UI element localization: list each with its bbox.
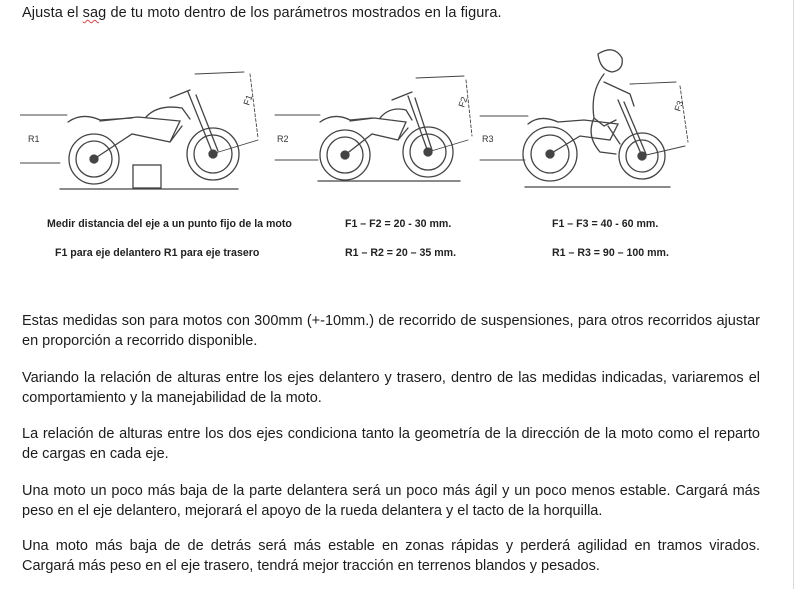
caption-r1-r3: R1 – R3 = 90 – 100 mm. <box>552 247 669 259</box>
caption-f1-f2: F1 – F2 = 20 - 30 mm. <box>345 218 452 230</box>
caption-axes: F1 para eje delantero R1 para eje trasero <box>55 247 260 259</box>
r2-label: R2 <box>277 134 289 144</box>
paragraph-suspension-travel: Estas medidas son para motos con 300mm (+-10mm.) de recorrido de suspensiones, para otros recorridos ajustar en proporción a recorrido disponible. <box>22 313 760 349</box>
r3-label: R3 <box>482 134 494 144</box>
sag-word: sag <box>82 5 107 21</box>
bike-static-sag-illustration <box>275 76 472 181</box>
paragraph-lower-rear: Una moto más baja de de detrás será más estable en zonas rápidas y perderá agilidad en tramos virados. Cargará más peso en el eje trasero, tendrá mejor tracción en terrenos blandos y pesados. <box>22 538 760 574</box>
paragraph-axle-heights: Variando la relación de alturas entre los ejes delantero y trasero, dentro de las medidas indicadas, variaremos el comportamiento y la manejabilidad de la moto. <box>22 370 760 406</box>
caption-r1-r2: R1 – R2 = 20 – 35 mm. <box>345 247 457 259</box>
caption-measure: Medir distancia del eje a un punto fijo de la moto <box>47 218 292 230</box>
caption-f1-f3: F1 – F3 = 40 - 60 mm. <box>552 218 659 230</box>
f3-label: F3 <box>672 99 686 113</box>
sag-diagram <box>20 48 760 200</box>
f1-label: F1 <box>241 93 255 107</box>
paragraph-lower-front: Una moto un poco más baja de la parte delantera será un poco más ágil y un poco menos estable. Cargará más peso en el eje delantero, mejorará el apoyo de la rueda delantera y el tacto de la horquilla. <box>22 483 760 519</box>
paragraph-geometry: La relación de alturas entre los dos ejes condiciona tanto la geometría de la dirección de la moto como el reparto de cargas en cada eje. <box>22 426 760 462</box>
instruction-heading: Ajusta el sag de tu moto dentro de los parámetros mostrados en la figura. <box>22 5 502 21</box>
bike-with-rider-illustration <box>480 50 688 187</box>
bike-on-stand-illustration <box>20 72 258 189</box>
page-edge-rule <box>793 0 794 589</box>
f2-label: F2 <box>456 95 470 109</box>
r1-label: R1 <box>28 134 40 144</box>
